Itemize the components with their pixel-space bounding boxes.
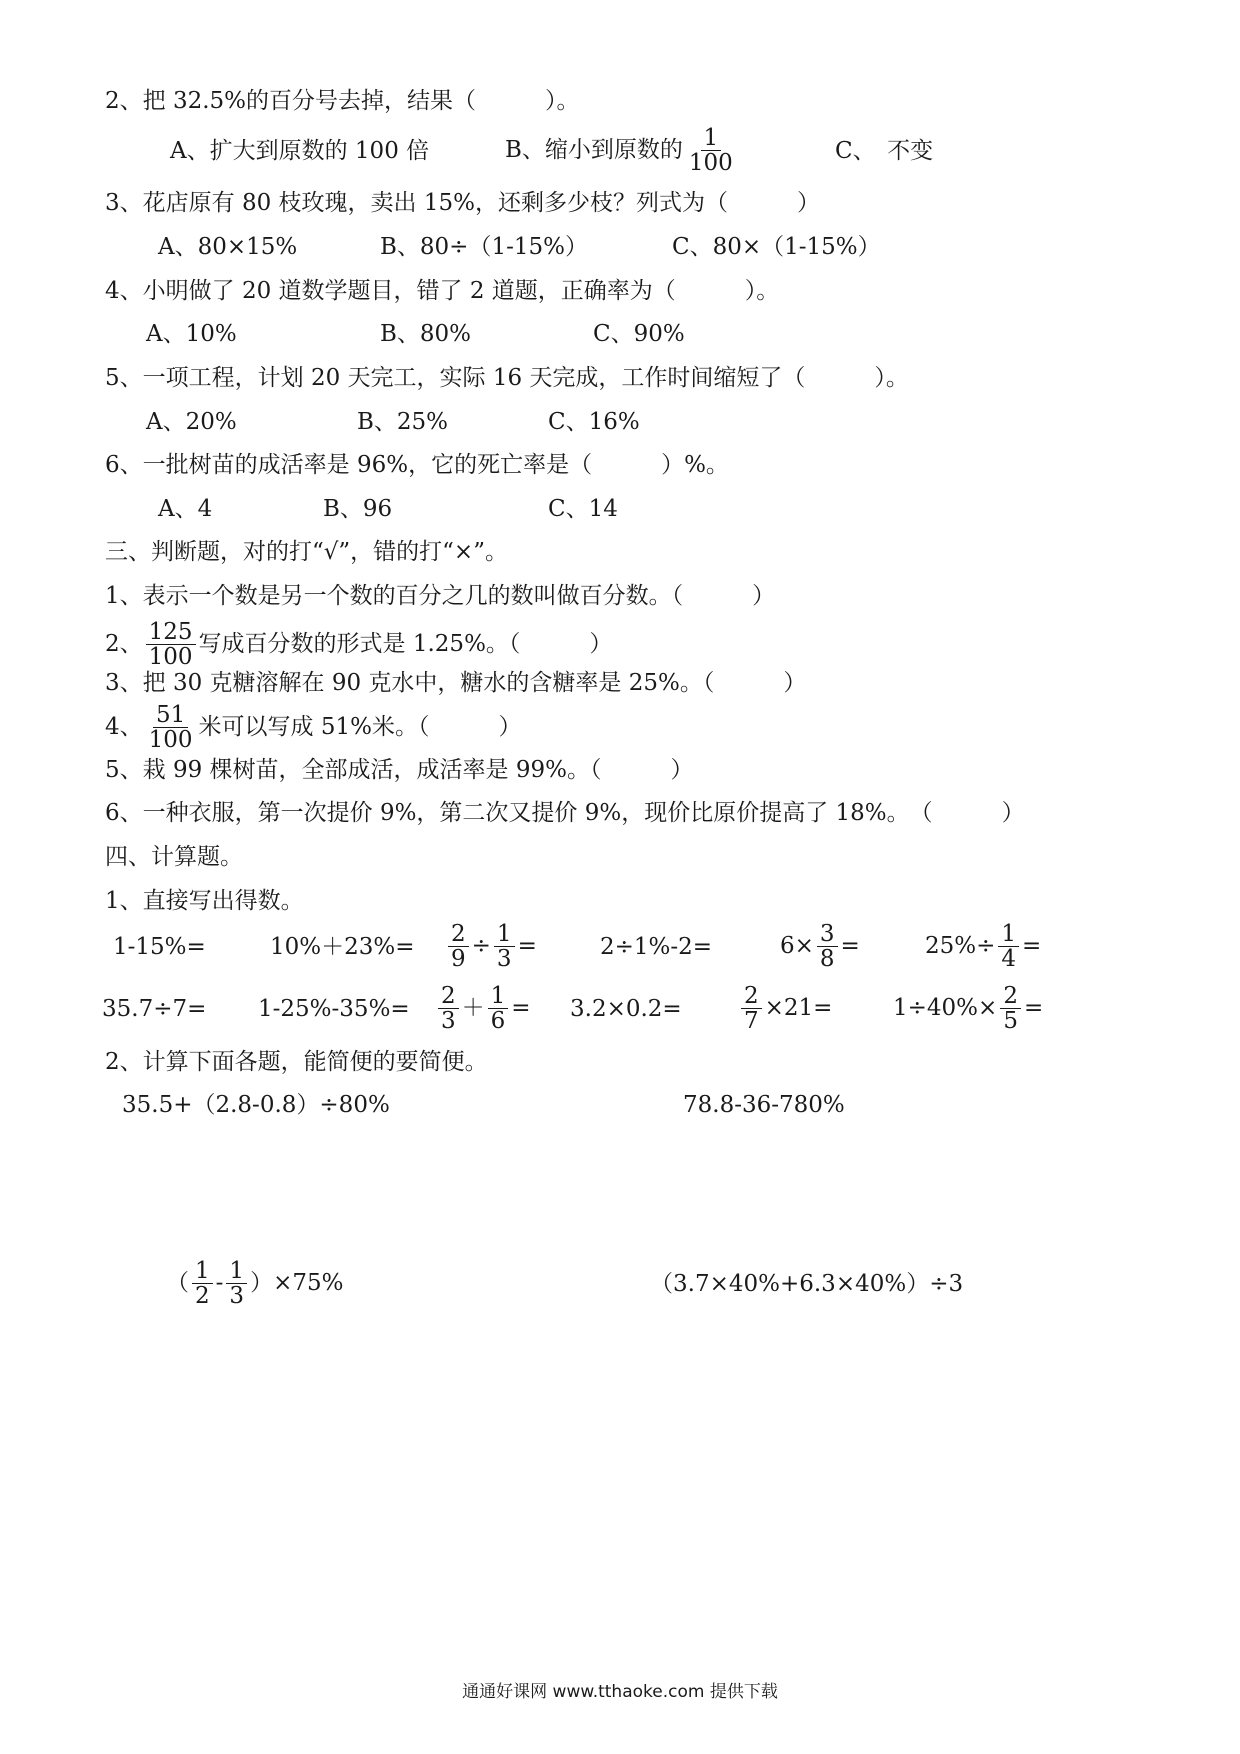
judge-1: 1、表示一个数是另一个数的百分之几的数叫做百分数。（ ） <box>105 583 776 609</box>
calc-r2-c4 <box>570 996 682 1024</box>
question-2-option-b <box>505 126 739 175</box>
fraction <box>226 1259 247 1308</box>
fraction-numerator: 2 <box>448 922 469 947</box>
fraction <box>192 1259 213 1308</box>
fraction <box>488 984 509 1033</box>
judge-2-number: 2、 <box>105 630 143 657</box>
operator: ＋ <box>461 994 485 1021</box>
fraction <box>448 922 469 971</box>
question-5-stem: 5、一项工程，计划 20 天完工，实际 16 天完成，工作时间缩短了（ ）。 <box>105 365 909 391</box>
fraction <box>1000 984 1021 1033</box>
equals-sign: = <box>840 932 860 959</box>
calc-r1-c2 <box>270 934 415 962</box>
question-3-option-b: B、80÷（1-15%） <box>380 234 588 260</box>
fraction-numerator: 1 <box>488 984 509 1009</box>
expression-4: （3.7×40%+6.3×40%）÷3 <box>650 1271 964 1297</box>
operator: ÷ <box>471 932 491 959</box>
calc-prefix: 1÷40%× <box>893 994 998 1021</box>
question-6-stem: 6、一批树苗的成活率是 96%，它的死亡率是（ ）%。 <box>105 452 729 478</box>
calc-r2-c2 <box>258 996 410 1024</box>
calc-r1-c6 <box>925 922 1041 971</box>
fraction-denominator: 5 <box>1003 1008 1018 1035</box>
calc-suffix: ×21= <box>764 994 833 1021</box>
fraction-numerator: 2 <box>741 984 762 1009</box>
fraction-denominator: 3 <box>496 946 512 973</box>
question-4-option-c: C、90% <box>593 321 685 347</box>
fraction-denominator: 4 <box>1001 946 1017 973</box>
fraction-numerator: 1 <box>998 922 1019 947</box>
section-4-sub-2: 2、计算下面各题，能简便的要简便。 <box>105 1049 488 1075</box>
question-3-option-a: A、80×15% <box>158 234 298 260</box>
fraction <box>438 984 459 1033</box>
calc-expression: 10%＋23%= <box>270 934 415 960</box>
section-3-heading: 三、判断题，对的打“√”，错的打“×”。 <box>105 539 508 565</box>
calc-r1-c1 <box>113 934 206 962</box>
equals-sign: = <box>1022 932 1042 959</box>
fraction <box>817 922 838 971</box>
footer-credit: 通通好课网 www.tthaoke.com 提供下载 <box>462 1682 778 1702</box>
question-4-option-b: B、80% <box>380 321 472 347</box>
fraction-denominator: 100 <box>148 727 193 754</box>
fraction <box>741 984 762 1033</box>
question-2-option-a: A、扩大到原数的 100 倍 <box>170 138 430 164</box>
calc-expression: 2÷1%-2= <box>600 934 713 960</box>
fraction-numerator: 125 <box>146 620 196 645</box>
fraction-denominator: 6 <box>490 1008 506 1035</box>
calc-expression: 35.7÷7= <box>102 996 207 1022</box>
judge-2-text: 写成百分数的形式是 1.25%。（ ） <box>198 630 613 657</box>
judge-4-fraction <box>146 703 196 752</box>
fraction-denominator: 100 <box>148 644 193 671</box>
operator: - <box>215 1269 224 1296</box>
calc-r1-c4 <box>600 934 712 962</box>
judge-2-fraction <box>146 620 196 669</box>
judge-2 <box>105 620 612 669</box>
judge-6: 6、一种衣服，第一次提价 9%，第二次又提价 9%，现价比原价提高了 18%。 （ ） <box>105 800 1025 826</box>
fraction-numerator: 51 <box>153 703 188 728</box>
fraction-numerator: 1 <box>701 126 722 151</box>
question-2-option-c: C、 不变 <box>835 138 934 164</box>
calc-r2-c1 <box>102 996 206 1024</box>
judge-5: 5、栽 99 棵树苗，全部成活，成活率是 99%。（ ） <box>105 757 694 783</box>
question-4-stem: 4、小明做了 20 道数学题目，错了 2 道题，正确率为（ ）。 <box>105 278 780 304</box>
fraction-numerator: 2 <box>438 984 459 1009</box>
question-3-stem: 3、花店原有 80 枝玫瑰，卖出 15%，还剩多少枝？列式为（ ） <box>105 190 820 216</box>
expression-3 <box>166 1259 343 1308</box>
expression-2: 78.8-36-780% <box>683 1092 845 1118</box>
fraction-numerator: 2 <box>1000 984 1021 1009</box>
section-4-sub-1: 1、直接写出得数。 <box>105 888 304 914</box>
question-5-option-c: C、16% <box>548 409 640 435</box>
fraction-denominator: 7 <box>744 1008 759 1035</box>
section-4-heading: 四、计算题。 <box>105 844 243 870</box>
question-4-option-a: A、10% <box>146 321 237 347</box>
fraction-denominator: 2 <box>195 1283 210 1310</box>
calc-r2-c3 <box>435 984 531 1033</box>
question-2-option-b-fraction <box>686 126 736 175</box>
expression-1: 35.5+（2.8-0.8）÷80% <box>122 1092 390 1118</box>
fraction-numerator: 1 <box>226 1259 247 1284</box>
calc-expression: 1-25%-35%= <box>258 996 410 1022</box>
calc-r2-c6 <box>893 984 1043 1033</box>
question-6-option-a: A、4 <box>158 496 213 522</box>
fraction <box>494 922 515 971</box>
fraction-denominator: 8 <box>819 946 835 973</box>
judge-3: 3、把 30 克糖溶解在 90 克水中，糖水的含糖率是 25%。（ ） <box>105 670 807 696</box>
calc-expression: 1-15%= <box>113 934 206 960</box>
equals-sign: = <box>511 994 531 1021</box>
fraction-numerator: 1 <box>494 922 515 947</box>
fraction-numerator: 1 <box>192 1259 213 1284</box>
question-6-option-c: C、14 <box>548 496 618 522</box>
fraction-denominator: 9 <box>451 946 466 973</box>
question-6-option-b: B、96 <box>323 496 393 522</box>
open-paren: （ <box>166 1269 189 1296</box>
fraction-denominator: 3 <box>229 1283 245 1310</box>
question-5-option-a: A、20% <box>146 409 237 435</box>
question-3-option-c: C、80×（1-15%） <box>672 234 881 260</box>
close-paren-suffix: ）×75% <box>250 1269 344 1296</box>
equals-sign: = <box>517 932 537 959</box>
calc-r1-c5 <box>780 922 860 971</box>
equals-sign: = <box>1023 994 1044 1021</box>
calc-expression: 3.2×0.2= <box>570 996 682 1022</box>
fraction <box>998 922 1019 971</box>
judge-4 <box>105 703 521 752</box>
calc-r2-c5 <box>738 984 832 1033</box>
fraction-numerator: 3 <box>817 922 838 947</box>
judge-4-text: 米可以写成 51%米。（ ） <box>198 713 522 740</box>
question-5-option-b: B、25% <box>357 409 449 435</box>
judge-4-number: 4、 <box>105 713 143 740</box>
calc-prefix: 6× <box>780 932 814 959</box>
calc-prefix: 25%÷ <box>925 932 996 959</box>
question-2-option-b-label: B、缩小到原数的 <box>505 136 683 163</box>
fraction-denominator: 3 <box>441 1008 456 1035</box>
calc-r1-c3 <box>445 922 537 971</box>
question-2-stem: 2、把 32.5%的百分号去掉，结果（ ）。 <box>105 88 580 114</box>
fraction-denominator: 100 <box>688 150 733 177</box>
